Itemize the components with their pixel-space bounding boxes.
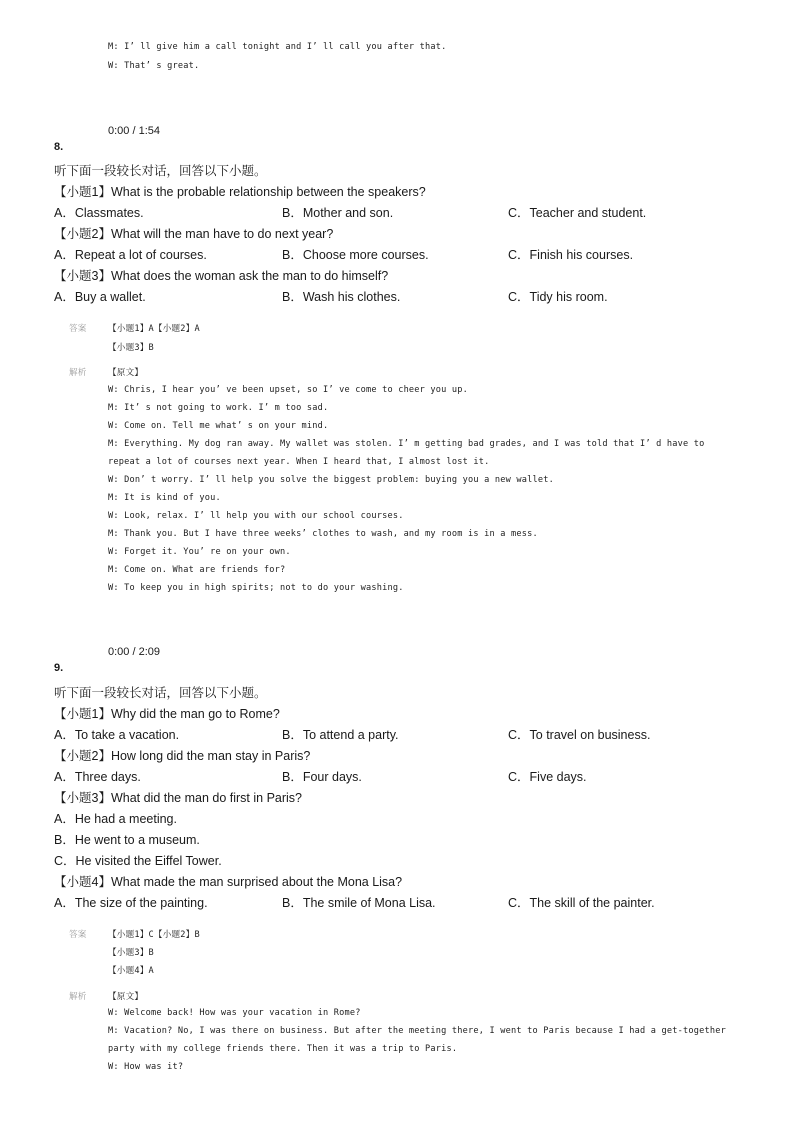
analysis-line: repeat a lot of courses next year. When I heard that, I almost lost it. bbox=[108, 457, 490, 467]
option-c: C．The skill of the painter. bbox=[508, 896, 655, 910]
option-c: C．He visited the Eiffel Tower. bbox=[54, 854, 222, 868]
option-a: A．Repeat a lot of courses. bbox=[54, 248, 207, 262]
option-c: C．Teacher and student. bbox=[508, 206, 647, 220]
analysis-line: M: Come on. What are friends for? bbox=[108, 565, 286, 575]
subquestion-prompt: 【小题3】What did the man do first in Paris? bbox=[54, 791, 303, 805]
analysis-line: W: How was it? bbox=[108, 1062, 184, 1072]
option-a: A．Three days. bbox=[54, 770, 141, 784]
answer-line: 【小题1】A【小题2】A bbox=[108, 324, 200, 334]
subquestion-prompt: 【小题4】What made the man surprised about the Mona Lisa? bbox=[54, 875, 403, 889]
subquestion-prompt: 【小题3】What does the woman ask the man to do himself? bbox=[54, 269, 389, 283]
option-a: A．He had a meeting. bbox=[54, 812, 177, 826]
question-instruction: 听下面一段较长对话，回答以下小题。 bbox=[54, 164, 267, 178]
option-b: B．To attend a party. bbox=[282, 728, 399, 742]
audio-time: 0:00 / 2:09 bbox=[108, 646, 160, 658]
question-number: 9. bbox=[54, 662, 64, 674]
analysis-line: M: Vacation? No, I was there on business. But after the meeting there, I went to Paris because I had a get-together bbox=[108, 1026, 726, 1036]
option-a: A．To take a vacation. bbox=[54, 728, 180, 742]
answer-line: 【小题3】B bbox=[108, 343, 154, 353]
analysis-line: M: It is kind of you. bbox=[108, 493, 221, 503]
analysis-label: 解析 bbox=[69, 992, 87, 1002]
option-b: B．Choose more courses. bbox=[282, 248, 429, 262]
answer-line: 【小题3】B bbox=[108, 948, 154, 958]
option-b: B．The smile of Mona Lisa. bbox=[282, 896, 436, 910]
answer-line: 【小题1】C【小题2】B bbox=[108, 930, 200, 940]
answer-line: 【小题4】A bbox=[108, 966, 154, 976]
subquestion-prompt: 【小题1】Why did the man go to Rome? bbox=[54, 707, 280, 721]
analysis-line: W: Come on. Tell me what’ s on your mind. bbox=[108, 421, 329, 431]
question-number: 8. bbox=[54, 141, 64, 153]
option-b: B．Four days. bbox=[282, 770, 362, 784]
analysis-line: W: Don’ t worry. I’ ll help you solve the biggest problem: buying you a new wallet. bbox=[108, 475, 555, 485]
answer-label: 答案 bbox=[69, 930, 87, 940]
subquestion-prompt: 【小题2】What will the man have to do next year? bbox=[54, 227, 334, 241]
option-a: A．Buy a wallet. bbox=[54, 290, 146, 304]
subquestion-prompt: 【小题1】What is the probable relationship between the speakers? bbox=[54, 185, 426, 199]
analysis-line: M: Everything. My dog ran away. My wallet was stolen. I’ m getting bad grades, and I was told that I’ d have to bbox=[108, 439, 705, 449]
option-a: A．The size of the painting. bbox=[54, 896, 208, 910]
option-c: C．Tidy his room. bbox=[508, 290, 608, 304]
question-instruction: 听下面一段较长对话，回答以下小题。 bbox=[54, 686, 267, 700]
analysis-line: W: Chris, I hear you’ ve been upset, so I’ ve come to cheer you up. bbox=[108, 385, 469, 395]
option-c: C．To travel on business. bbox=[508, 728, 651, 742]
analysis-line: M: Thank you. But I have three weeks’ clothes to wash, and my room is in a mess. bbox=[108, 529, 538, 539]
audio-time: 0:00 / 1:54 bbox=[108, 125, 160, 137]
analysis-line: W: Look, relax. I’ ll help you with our school courses. bbox=[108, 511, 404, 521]
option-b: B．Wash his clothes. bbox=[282, 290, 401, 304]
answer-label: 答案 bbox=[69, 324, 87, 334]
option-b: B．He went to a museum. bbox=[54, 833, 200, 847]
transcript-line: M: I’ ll give him a call tonight and I’ ll call you after that. bbox=[108, 42, 447, 52]
option-c: C．Five days. bbox=[508, 770, 587, 784]
analysis-line: M: It’ s not going to work. I’ m too sad. bbox=[108, 403, 329, 413]
analysis-line: W: Forget it. You’ re on your own. bbox=[108, 547, 291, 557]
option-a: A．Classmates. bbox=[54, 206, 144, 220]
option-b: B．Mother and son. bbox=[282, 206, 394, 220]
analysis-line: party with my college friends there. Then it was a trip to Paris. bbox=[108, 1044, 458, 1054]
transcript-line: W: That’ s great. bbox=[108, 61, 200, 71]
subquestion-prompt: 【小题2】How long did the man stay in Paris? bbox=[54, 749, 311, 763]
analysis-line: W: Welcome back! How was your vacation in Rome? bbox=[108, 1008, 361, 1018]
analysis-line: 【原文】 bbox=[108, 992, 144, 1002]
analysis-label: 解析 bbox=[69, 368, 87, 378]
analysis-line: W: To keep you in high spirits; not to do your washing. bbox=[108, 583, 404, 593]
analysis-line: 【原文】 bbox=[108, 368, 144, 378]
option-c: C．Finish his courses. bbox=[508, 248, 634, 262]
